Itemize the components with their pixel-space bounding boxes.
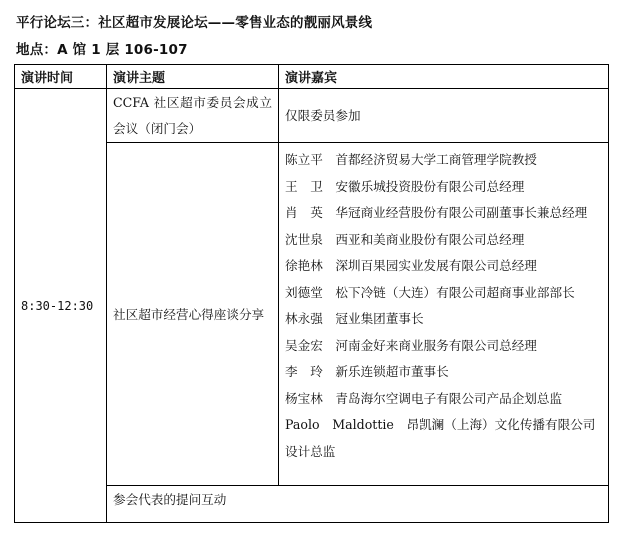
speaker-entry: 徐艳林 深圳百果园实业发展有限公司总经理 <box>285 258 537 273</box>
speaker-cell <box>279 89 609 143</box>
speaker-entry: 吴金宏 河南金好来商业服务有限公司总经理 <box>285 337 537 353</box>
speaker-list <box>285 143 602 465</box>
topic-text: 社区超市经营心得座谈分享 <box>113 306 265 322</box>
header-topic: 演讲主题 <box>107 65 279 89</box>
speaker-entry: 陈立平 首都经济贸易大学工商管理学院教授 <box>285 152 537 167</box>
speaker-entry: 刘德堂 松下冷链（大连）有限公司超商事业部部长 <box>285 284 575 300</box>
header-time: 演讲时间 <box>15 65 107 89</box>
speaker-entry: 杨宝林 青岛海尔空调电子有限公司产品企划总监 <box>285 390 563 406</box>
speaker-entry: Paolo Maldottie 昂凯澜（上海）文化传播有限公司设计总监 <box>285 417 596 459</box>
qa-cell <box>107 486 609 523</box>
speaker-text: 仅限委员参加 <box>285 108 361 123</box>
page-title: 平行论坛三：社区超市发展论坛——零售业态的靓丽风景线 <box>16 15 373 31</box>
location-line: 地点：A 馆 1 层 106-107 <box>16 42 188 58</box>
topic-cell <box>107 89 279 143</box>
header-speaker: 演讲嘉宾 <box>279 65 609 89</box>
table-header-row <box>15 65 609 89</box>
topic-cell <box>107 143 279 486</box>
time-cell: 8:30-12:30 <box>15 89 107 523</box>
table-row <box>15 89 609 143</box>
speaker-cell <box>279 143 609 486</box>
speaker-entry: 肖 英 华冠商业经营股份有限公司副董事长兼总经理 <box>285 205 588 220</box>
topic-text: 参会代表的提问互动 <box>113 492 227 507</box>
speaker-entry: 沈世泉 西亚和美商业股份有限公司总经理 <box>285 231 525 247</box>
schedule-table <box>14 64 609 523</box>
topic-text: CCFA 社区超市委员会成立会议（闭门会） <box>113 95 272 136</box>
speaker-entry: 林永强 冠业集团董事长 <box>285 311 424 326</box>
speaker-entry: 李 玲 新乐连锁超市董事长 <box>285 364 449 379</box>
speaker-entry: 王 卫 安徽乐城投资股份有限公司总经理 <box>285 178 525 194</box>
